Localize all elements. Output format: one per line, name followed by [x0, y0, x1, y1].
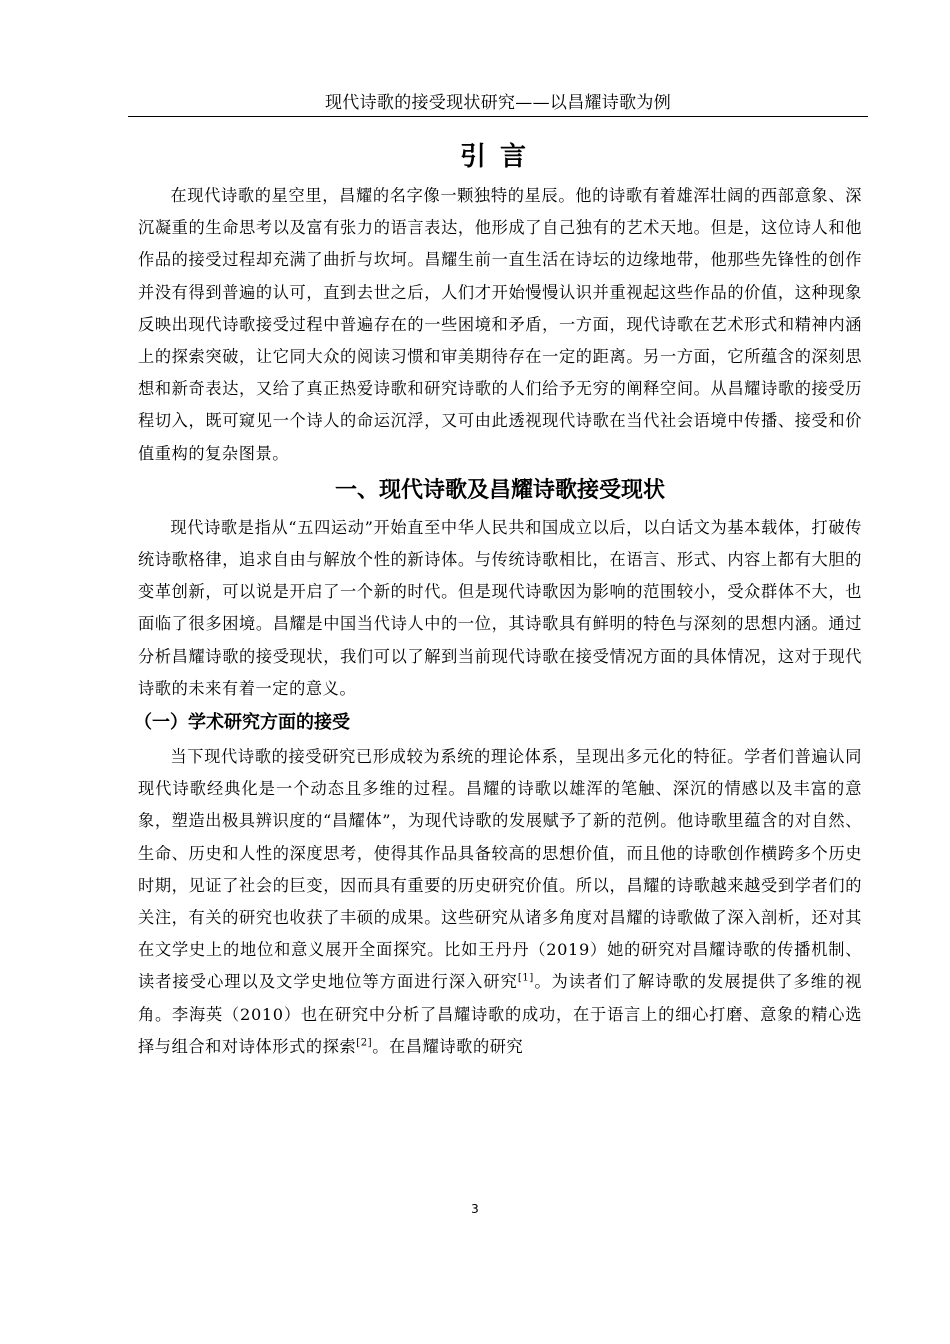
- subsection-1-heading: （一）学术研究方面的接受: [134, 712, 350, 734]
- paragraph-text-part-1: 当下现代诗歌的接受研究已形成较为系统的理论体系，呈现出多元化的特征。学者们普遍认同现代诗歌经典化是一个动态且多维的过程。昌耀的诗歌以雄浑的笔触、深沉的情感以及丰富的意象，塑造出极具辨识度的“昌耀体”，为现代诗歌的发展赋予了新的范例。他诗歌里蕴含的对自然、生命、历史和人性的深度思考，使得其作品具备较高的思想价值，而且他的诗歌创作横跨多个历史时期，见证了社会的巨变，因而具有重要的历史研究价值。所以，昌耀的诗歌越来越受到学者们的关注，有关的研究也收获了丰硕的成果。这些研究从诸多角度对昌耀的诗歌做了深入剖析，还对其在文学史上的地位和意义展开全面探究。比如王丹丹（2019）她的研究对昌耀诗歌的传播机制、读者接受心理以及文学史地位等方面进行深入研究: [138, 747, 862, 992]
- intro-title: 引言: [459, 142, 540, 172]
- header-divider: [128, 116, 868, 117]
- page-body: [134, 128, 862, 1063]
- subsection-1-paragraph: [138, 741, 862, 1063]
- paragraph-text-part-2: 。为读者们了解诗歌的发展提供了多维的视角。李海英（2010）也在研究中分析了昌耀诗歌的成功，在于语言上的细心打磨、意象的精心选择与组合和对诗体形式的探索: [138, 972, 862, 1056]
- citation-ref-2[interactable]: [2]: [356, 1037, 373, 1049]
- intro-paragraph: 在现代诗歌的星空里，昌耀的名字像一颗独特的星辰。他的诗歌有着雄浑壮阔的西部意象、深沉凝重的生命思考以及富有张力的语言表达，他形成了自己独有的艺术天地。但是，这位诗人和他作品的接受过程却充满了曲折与坎坷。昌耀生前一直生活在诗坛的边缘地带，他那些先锋性的创作并没有得到普遍的认可，直到去世之后，人们才开始慢慢认识并重视起这些作品的价值，这种现象反映出现代诗歌接受过程中普遍存在的一些困境和矛盾，一方面，现代诗歌在艺术形式和精神内涵上的探索突破，让它同大众的阅读习惯和审美期待存在一定的距离。另一方面，它所蕴含的深刻思想和新奇表达，又给了真正热爱诗歌和研究诗歌的人们给予无穷的阐释空间。从昌耀诗歌的接受历程切入，既可窥见一个诗人的命运沉浮，又可由此透视现代诗歌在当代社会语境中传播、接受和价值重构的复杂图景。: [138, 186, 862, 463]
- citation-ref-1[interactable]: [1]: [517, 973, 534, 985]
- running-header: 现代诗歌的接受现状研究——以昌耀诗歌为例: [325, 93, 671, 113]
- page-number: 3: [471, 1202, 479, 1216]
- section-1-paragraph: 现代诗歌是指从“五四运动”开始直至中华人民共和国成立以后，以白话文为基本载体，打破传统诗歌格律，追求自由与解放个性的新诗体。与传统诗歌相比，在语言、形式、内容上都有大胆的变革创新，可以说是开启了一个新的时代。但是现代诗歌因为影响的范围较小，受众群体不大，也面临了很多困境。昌耀是中国当代诗人中的一位，其诗歌具有鲜明的特色与深刻的思想内涵。通过分析昌耀诗歌的接受现状，我们可以了解到当前现代诗歌在接受情况方面的具体情况，这对于现代诗歌的未来有着一定的意义。: [138, 517, 862, 698]
- paragraph-text-part-3: 。在昌耀诗歌的研究: [372, 1036, 524, 1056]
- section-1-heading: 一、现代诗歌及昌耀诗歌接受现状: [334, 477, 665, 503]
